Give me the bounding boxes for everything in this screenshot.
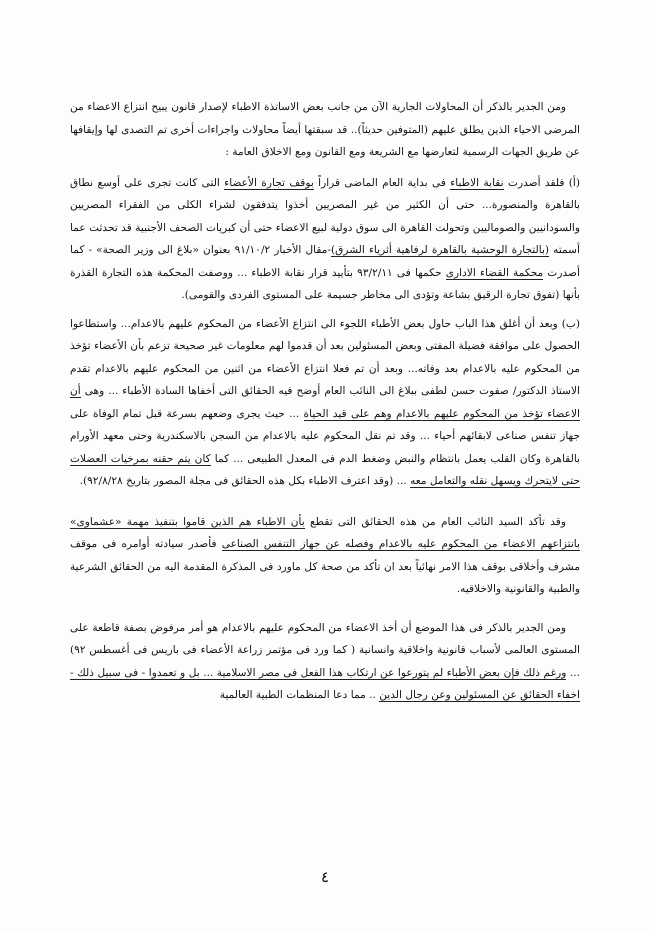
item-a-text-4: -مقال الأخبار ٩١/١٠/٢ بعنوان «بلاغ الى وزير الصحة» - كما أصدرت xyxy=(70,244,580,279)
list-item-b xyxy=(70,313,580,493)
item-a-text-2: فى بداية العام الماضى قراراً xyxy=(313,176,451,189)
paragraph-intl-text-2: .. مما دعا المنظمات الطبية العالمية xyxy=(219,689,380,701)
item-a-text-1: (أ) فلقد أصدرت xyxy=(503,176,580,189)
item-b-text-2: ... حيث يجرى وضعهم بسرعة قبل تمام الوفاة على جهاز تنفس صناعى لابقائهم أحياء ... وقد تم نقل المحكوم عليه بالاعدام من السجن بالاسكندرية وحتى معهد الأورام بالقاهرة وكان القلب يعمل بانتظام والنبض وضغط الدم فى المعدل الطبيعى ... كما xyxy=(70,407,580,465)
paragraph-ag-underline: بأن الاطباء هم الذين قاموا بتنفيذ مهمة «عشماوى» بانتزاعهم الاعضاء من المحكوم عليه بالاعدام وفصله عن جهاز التنفس الصناعى xyxy=(70,515,580,550)
paragraph-intro-text: ومن الجدير بالذكر أن المحاولات الجارية الآن من جانب بعض الاساتذة الاطباء لإصدار قانون يبيح انتزاع الاعضاء من المرضى الاحياء الذين يطلق عليهم (المتوفين حديثاً).. قد سبقتها أيضاً محاولات واجراءات أخرى تم التصدى لها وإيقافها عن طريق الجهات الرسمية لتعارضها مع الشريعة ومع القانون ومع الاخلاق العامة : xyxy=(70,101,580,158)
item-a-text-5: حكمها فى ٩٣/٢/١١ بتأييد قرار نقابة الاطباء ... ووصفت المحكمة هذه التجارة القذرة بأنها (تفوق تجارة الرقيق بشاعة وتؤدى الى مخاطر جسيمة على المستوى الفردى والقومى). xyxy=(70,266,580,301)
item-a-underline-1: نقابة الاطباء xyxy=(450,176,504,189)
paragraph-ag-text-1: وقد تأكد السيد النائب العام من هذه الحقائق التى تقطع xyxy=(304,515,566,528)
paragraph-intro xyxy=(70,96,580,164)
item-a-underline-3: (بالتجارة الوحشية بالقاهرة لرفاهية أثرياء الشرق) xyxy=(331,244,550,256)
item-b-underline-1: أن الاعضاء تؤخذ من المحكوم عليهم بالاعدام وهم على قيد الحياة xyxy=(70,385,580,420)
page-body xyxy=(70,96,580,707)
paragraph-intl-text-1: ومن الجدير بالذكر فى هذا الموضع أن أخذ الاعضاء من المحكوم عليهم بالاعدام هو أمر مرفوض بصفة قاطعة على المستوى العالمى لأسباب قانونية واخلاقية وانسانية ( كما ورد فى مؤتمر زراعة الأعضاء فى باريس فى أغسطس ٩٢) ... xyxy=(70,621,580,679)
paragraph-ag-text-2: فأصدر سيادته أوامره فى موقف مشرف وأخلاقى بوقف هذا الامر نهائياً بعد ان تأكد من صحة كل ماورد فى المذكرة المقدمة اليه من الحقائق الشرعية والطبية والقانونية والاخلاقيه. xyxy=(70,538,580,595)
list-item-a xyxy=(70,172,580,307)
paragraph-international xyxy=(70,617,580,707)
item-a-underline-4: محكمة القضاء الادارى xyxy=(445,266,544,279)
item-a-underline-2: بوقف تجارة الأعضاء xyxy=(224,176,314,189)
item-b-text-1: (ب) وبعد أن أغلق هذا الباب حاول بعض الأطباء اللجوء الى انتزاع الأعضاء من المحكوم عليهم بالاعدام... واستطاعوا الحصول على موافقة فضيلة المفتى وبعض المسئولين بعد أن قدموا لهم معلومات غير صحيحة تزعم بأن الأعضاء تؤخذ من المحكوم عليه بالاعدام بعد وفاته... وبعد أن تم فعلا انتزاع الأعضاء من اثنين من المحكوم عليهم بالاعدام تقدم الاستاذ الدكتور/ صفوت حسن لطفى ببلاغ الى النائب العام أوضح فيه الحقائق التى أخفاها السادة الأطباء ... وهى xyxy=(70,317,580,397)
page-number: ٤ xyxy=(320,868,330,886)
paragraph-attorney-general xyxy=(70,511,580,601)
item-a-text-3: التى كانت تجرى على أوسع نطاق بالقاهرة والمنصورة... حتى أن الكثير من غير المصريين أخذوا يتدفقون لشراء الكلى من الفقراء المصريين والسودانيين والصوماليين وتحولت القاهرة الى سوق دولية لبيع الاعضاء حتى أن كبريات الصحف الأجنبية قد تحدثت عما أسمته xyxy=(70,176,580,256)
item-b-text-3: ... (وقد اعترف الاطباء بكل هذه الحقائق فى مجلة المصور بتاريخ ٩٢/٨/٢٨). xyxy=(79,475,411,487)
paragraph-intl-underline: ورغم ذلك فإن بعض الأطباء لم يتورعوا عن ارتكاب هذا الفعل فى مصر الاسلامية ... بل و تعمدوا - فى سبيل ذلك - اخفاء الحقائق عن المسئولين وعن رجال الدين xyxy=(70,666,580,701)
item-b-underline-2: كان يتم حقنه بمرخيات العضلات حتى لايتحرك ويسهل نقله والتعامل معه xyxy=(70,452,580,487)
